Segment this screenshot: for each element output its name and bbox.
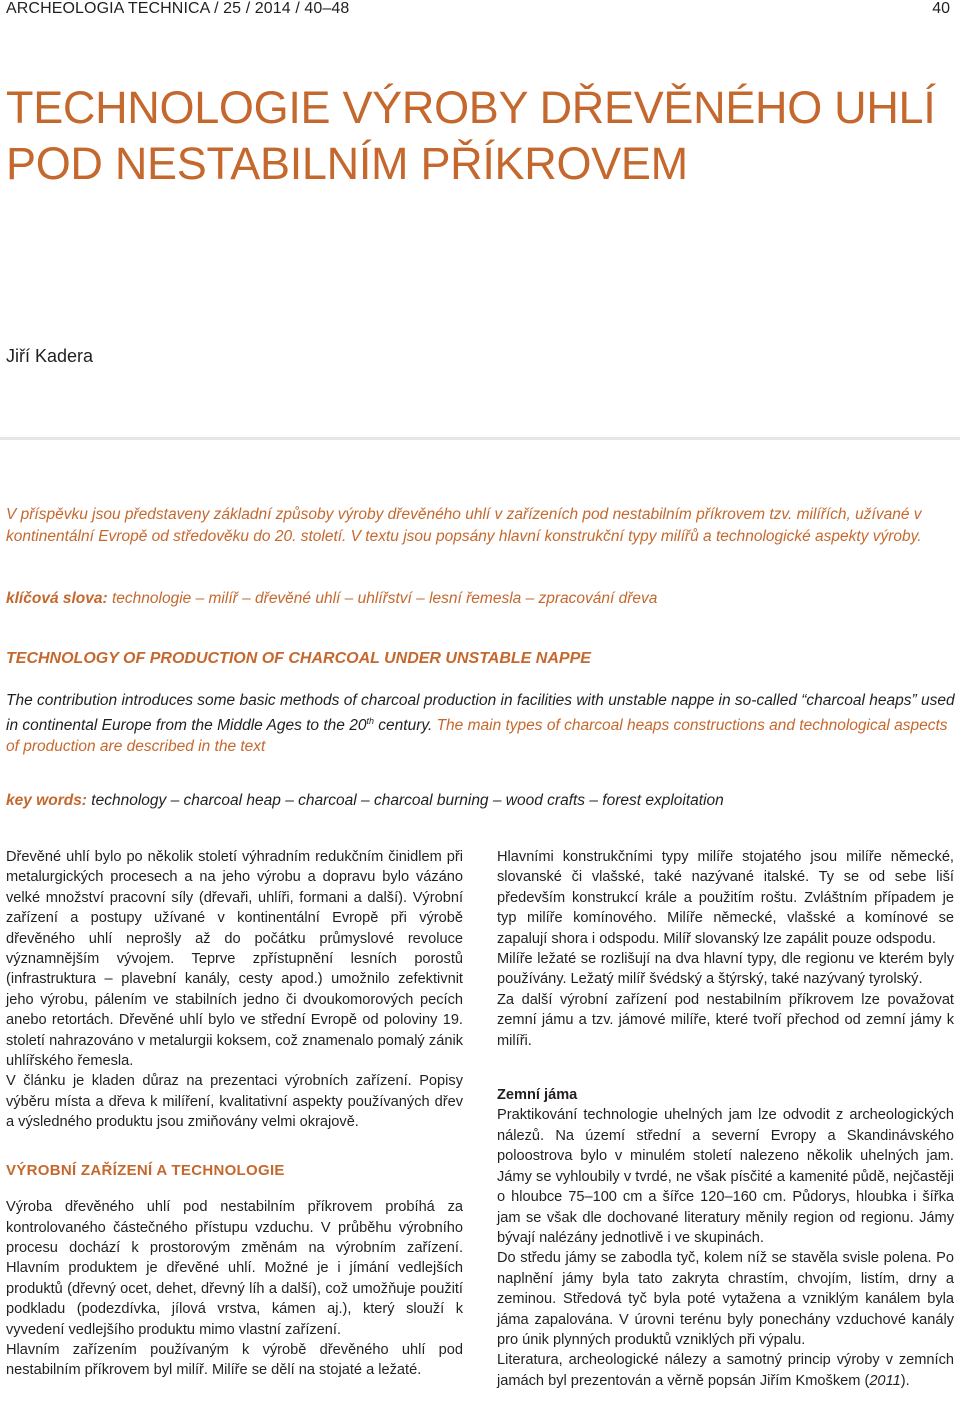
citation-end: ).: [900, 1372, 910, 1389]
abstract-cz: V příspěvku jsou představeny základní způsoby výroby dřevěného uhlí v zařízeních pod nestabilním příkrovem tzv. milířích, užívané v kontinentální Evropě od středověku do 20. století. V textu jsou popsány hlavní konstrukční typy milířů a technologické aspekty výroby.: [6, 506, 922, 545]
keywords-cz-label: klíčová slova:: [6, 590, 108, 607]
paragraph: Hlavním zařízením používaným k výrobě dřevěného uhlí pod nestabilním příkrovem byl milíř. Milíře se dělí na stojaté a ležaté.: [6, 1341, 463, 1379]
citation-text: Literatura, archeologické nálezy a samotný princip výroby v zemních jamách byl prezentován a věrně popsán Jiřím Kmoškem (: [497, 1352, 954, 1389]
paragraph: Výroba dřevěného uhlí pod nestabilním příkrovem probíhá za kontrolovaného částečného přístupu vzduchu. V průběhu výrobního procesu dochází k prostorovým změnám na výrobním zařízení. Hlavním produktem je dřevěné uhlí. Možné je i jímání vedlejších produktů (dřevný ocet, dehet, dřevný líh a další), což umožňuje použití podkladu (podezdívka, jílová vrstva, kámen aj.), který slouží k vyvedení vedlejšího produktu mimo vlastní zařízení.: [6, 1199, 463, 1338]
paragraph: Za další výrobní zařízení pod nestabilním příkrovem lze považovat zemní jámu a tzv. jámové milíře, které tvoří přechod od zemní jámy k milíři.: [497, 991, 954, 1049]
body-column-left: [6, 847, 463, 1381]
paragraph: Do středu jámy se zabodla tyč, kolem níž se stavěla svisle polena. Po naplnění jámy byla tato zakryta chrastím, chvojím, listím, drny a zeminou. Středová tyč byla poté vytažena a vzniklým kanálem byla jáma zapalována. V úrovni terénu byly ponechány vzduchové kanály pro únik plynných produktů vzniklých při výpalu.: [497, 1250, 954, 1348]
paragraph: V článku je kladen důraz na prezentaci výrobních zařízení. Popisy výběru místa a dřeva k milíření, kvalitativní aspekty používaných dřev a výsledného produktu jsou zmiňovány velmi okrajově.: [6, 1073, 463, 1131]
keyword-en: wood crafts: [505, 792, 586, 809]
paragraph: Praktikování technologie uhelných jam lze odvodit z archeologických nálezů. Na území střední a severní Evropy a Skandinávského poloostrova bylo v minulém století nalezeno několik uhelných jam. Jámy se vyhloubily v tvrdé, ne však písčité a kamenité půdě, nejčastěji o hloubce 75–100 cm a šířce 120–160 cm. Půdorys, hloubka i šířka jam se však dle dochované literatury měnily region od regionu. Jámy bývají nalézány jednotlivě i ve skupinách.: [497, 1107, 954, 1246]
title-line-2: POD NESTABILNÍM PŘÍKROVEM: [6, 138, 688, 189]
abstract-en-part-2: century.: [373, 717, 433, 735]
keywords-en-label: key words:: [6, 792, 87, 809]
keyword-en: forest exploitation: [602, 792, 724, 809]
page-number: 40: [932, 0, 950, 17]
title-line-1: TECHNOLOGIE VÝROBY DŘEVĚNÉHO UHLÍ: [6, 82, 936, 133]
abstract-en-superscript: th: [366, 716, 374, 726]
paragraph: Hlavními konstrukčními typy milíře stojatého jsou milíře německé, slovanské či vlašské, také nazývané italské. Ty se od sebe liší především konstrukcí krále a použitím roštu. Zvláštním případem je typ milíře komínového. Milíře německé, vlašské a komínové se zapalují shora i odspodu. Milíř slovanský lze zapálit pouze odspodu.: [497, 849, 954, 947]
abstract-en: [6, 690, 956, 757]
paragraph: Milíře ležaté se rozlišují na dva hlavní typy, dle regionu ve kterém byly používány. Ležatý milíř švédský a štýrský, také nazývaný tyrolský.: [497, 951, 954, 988]
body-column-right: [497, 847, 954, 1391]
subsection-heading: Zemní jáma: [497, 1087, 578, 1104]
keyword-cz: milíř: [208, 590, 238, 607]
journal-header: ARCHEOLOGIA TECHNICA / 25 / 2014 / 40–48: [6, 0, 350, 17]
keyword-cz: technologie: [111, 590, 192, 607]
keyword-cz: uhlířství: [357, 590, 412, 607]
abstract-en-part-1: The contribution introduces some basic methods of charcoal production in facilities with unstable nappe in so-called “charcoal heaps” used in continental Europe from the Middle Ages to the 20: [6, 692, 955, 735]
paragraph: Dřevěné uhlí bylo po několik století výhradním redukčním činidlem při metalurgických procesech a na jeho výrobu a dopravu bylo vázáno velké množství pracovní síly (dřevaři, uhlíři, formani a další). Výrobní zařízení a postupy užívané v kontinentální Evropě při výrobě dřevěného uhlí neprošly až do počátku průmyslové revoluce významnějším vývojem. Teprve zpřístupnění lesních porostů (infrastruktura – plavební kanály, cesty apod.) umožnilo zefektivnit jeho výrobu, pálením ve stabilních jedno či dvoukomorových pecích anebo retortách. Dřevěné uhlí bylo ve střední Evropě od poloviny 19. století nahrazováno v metalurgii koksem, což znamenalo pomalý zánik uhlířského řemesla.: [6, 849, 463, 1070]
keywords-cz: klíčová slova: technologie – milíř – dřevěné uhlí – uhlířství – lesní řemesla – zpracování dřeva: [6, 590, 658, 607]
section-heading: VÝROBNÍ ZAŘÍZENÍ A TECHNOLOGIE: [6, 1161, 285, 1179]
keyword-en: charcoal: [298, 792, 357, 809]
spacer: [497, 1051, 954, 1071]
keyword-cz: lesní řemesla: [429, 590, 522, 607]
abstract-en-part-3: The main types of charcoal heaps constructions and technological aspects of production are described in the text: [6, 717, 948, 756]
author-name: Jiří Kadera: [6, 346, 94, 366]
keyword-en: technology: [91, 792, 167, 809]
paragraph: [497, 1350, 954, 1391]
citation-year: 2011: [869, 1372, 901, 1389]
keyword-cz: zpracování dřeva: [538, 590, 658, 607]
article-title: [6, 80, 935, 192]
keyword-cz: dřevěné uhlí: [255, 590, 341, 607]
english-title: TECHNOLOGY OF PRODUCTION OF CHARCOAL UNDER UNSTABLE NAPPE: [6, 650, 591, 667]
divider: [0, 437, 960, 440]
keywords-en: key words: technology – charcoal heap – charcoal – charcoal burning – wood crafts – forest exploitation: [6, 792, 724, 809]
keyword-en: charcoal burning: [373, 792, 489, 809]
keyword-en: charcoal heap: [183, 792, 281, 809]
